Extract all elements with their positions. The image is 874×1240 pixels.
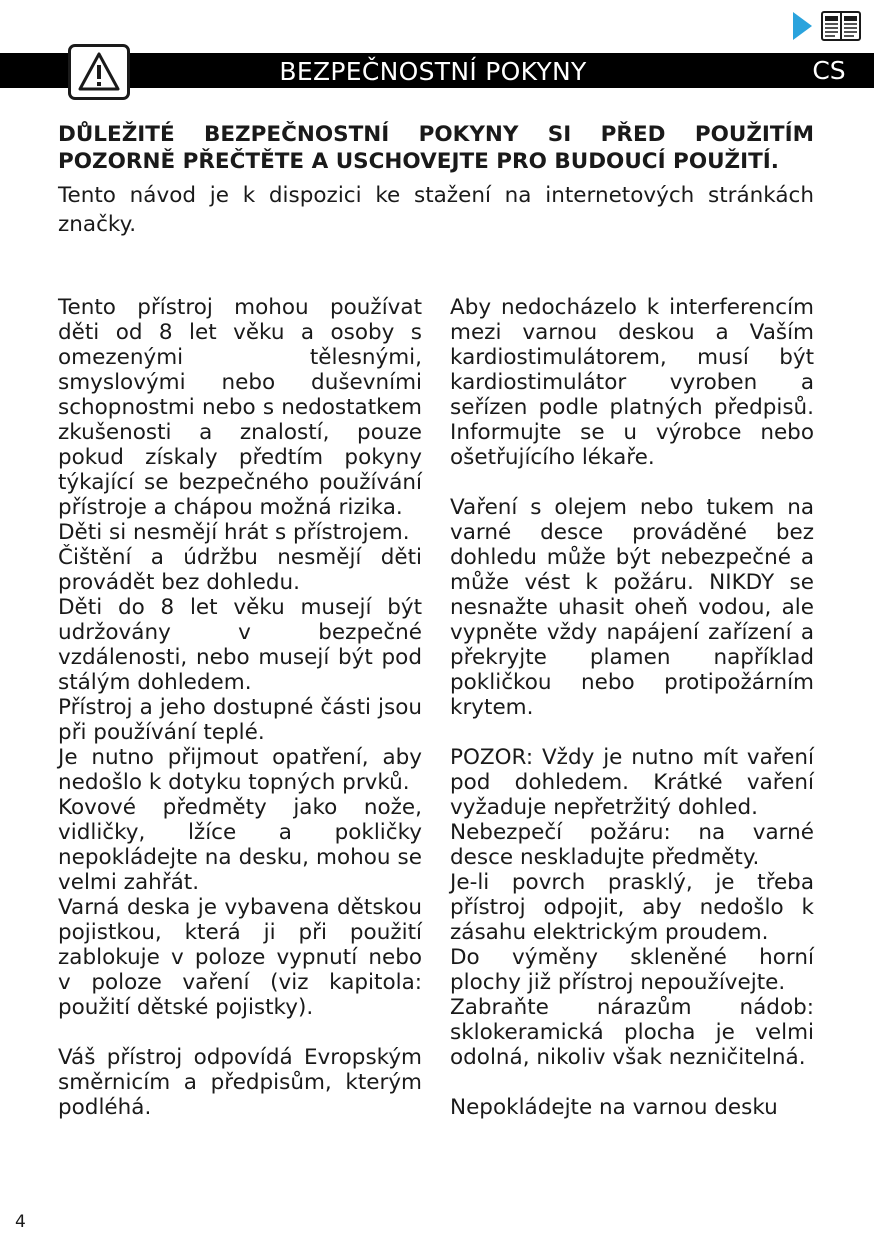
- paragraph: Děti do 8 let věku musejí být udržovány v bezpečné vzdálenosti, nebo musejí být pod stálým dohledem.: [58, 595, 422, 695]
- paragraph: Kovové předměty jako nože, vidličky, lžíce a pokličky nepokládejte na desku, mohou se velmi zahřát.: [58, 795, 422, 895]
- paragraph: Tento přístroj mohou používat děti od 8 let věku a osoby s omezenými tělesnými, smyslovými nebo duševními schopnostmi nebo s nedostatkem zkušenosti a znalostí, pouze pokud získaly předtím pokyny týkající se bezpečného používání přístroje a chápou možná rizika.: [58, 295, 422, 520]
- right-column: [450, 295, 814, 1120]
- paragraph: Čištění a údržbu nesmějí děti provádět bez dohledu.: [58, 545, 422, 595]
- paragraph: Zabraňte nárazům nádob: sklokeramická plocha je velmi odolná, nikoliv však nezničitelná.: [450, 995, 814, 1070]
- paragraph: Nepokládejte na varnou desku: [450, 1095, 778, 1120]
- intro-heading-line-1: DŮLEŽITÉ BEZPEČNOSTNÍ POKYNY SI PŘED POUŽITÍM: [58, 122, 814, 147]
- paragraph: Vaření s olejem nebo tukem na varné desce prováděné bez dohledu může být nebezpečné a může vést k požáru. NIKDY se nesnažte uhasit oheň vodou, ale vypněte vždy napájení zařízení a překryjte plamen například pokličkou nebo protipožárním krytem.: [450, 495, 814, 720]
- left-column: [58, 295, 422, 1120]
- paragraph: Do výměny skleněné horní plochy již přístroj nepoužívejte.: [450, 945, 814, 995]
- next-arrow-icon[interactable]: [793, 12, 812, 40]
- paragraph: Aby nedocházelo k interferencím mezi varnou deskou a Vaším kardiostimulátorem, musí být kardiostimulátor vyroben a seřízen podle platných předpisů. Informujte se u výrobce nebo ošetřujícího lékaře.: [450, 295, 814, 470]
- intro-heading-line-2: POZORNĚ PŘEČTĚTE A USCHOVEJTE PRO BUDOUCÍ POUŽITÍ.: [58, 149, 779, 174]
- intro-text: Tento návod je k dispozici ke stažení na internetových stránkách značky.: [58, 183, 814, 237]
- language-code: CS: [812, 56, 846, 85]
- paragraph: Je-li povrch prasklý, je třeba přístroj odpojit, aby nedošlo k zásahu elektrickým proudem.: [450, 870, 814, 945]
- paragraph: Váš přístroj odpovídá Evropským směrnicím a předpisům, kterým podléhá.: [58, 1045, 422, 1120]
- warning-triangle-icon: [68, 44, 130, 100]
- paragraph: Je nutno přijmout opatření, aby nedošlo k dotyku topných prvků.: [58, 745, 422, 795]
- intro-heading: [58, 121, 814, 175]
- page-title: BEZPEČNOSTNÍ POKYNY: [279, 57, 587, 86]
- manual-book-icon[interactable]: [821, 11, 861, 41]
- page-number: 4: [15, 1212, 26, 1232]
- paragraph: Nebezpečí požáru: na varné desce neskladujte předměty.: [450, 820, 814, 870]
- paragraph: Varná deska je vybavena dětskou pojistkou, která ji při použití zablokuje v poloze vypnutí nebo v poloze vaření (viz kapitola: použití dětské pojistky).: [58, 895, 422, 1020]
- paragraph: Přístroj a jeho dostupné části jsou při používání teplé.: [58, 695, 422, 745]
- paragraph: Děti si nesmějí hrát s přístrojem.: [58, 520, 410, 545]
- paragraph: POZOR: Vždy je nutno mít vaření pod dohledem. Krátké vaření vyžaduje nepřetržitý dohled.: [450, 745, 814, 820]
